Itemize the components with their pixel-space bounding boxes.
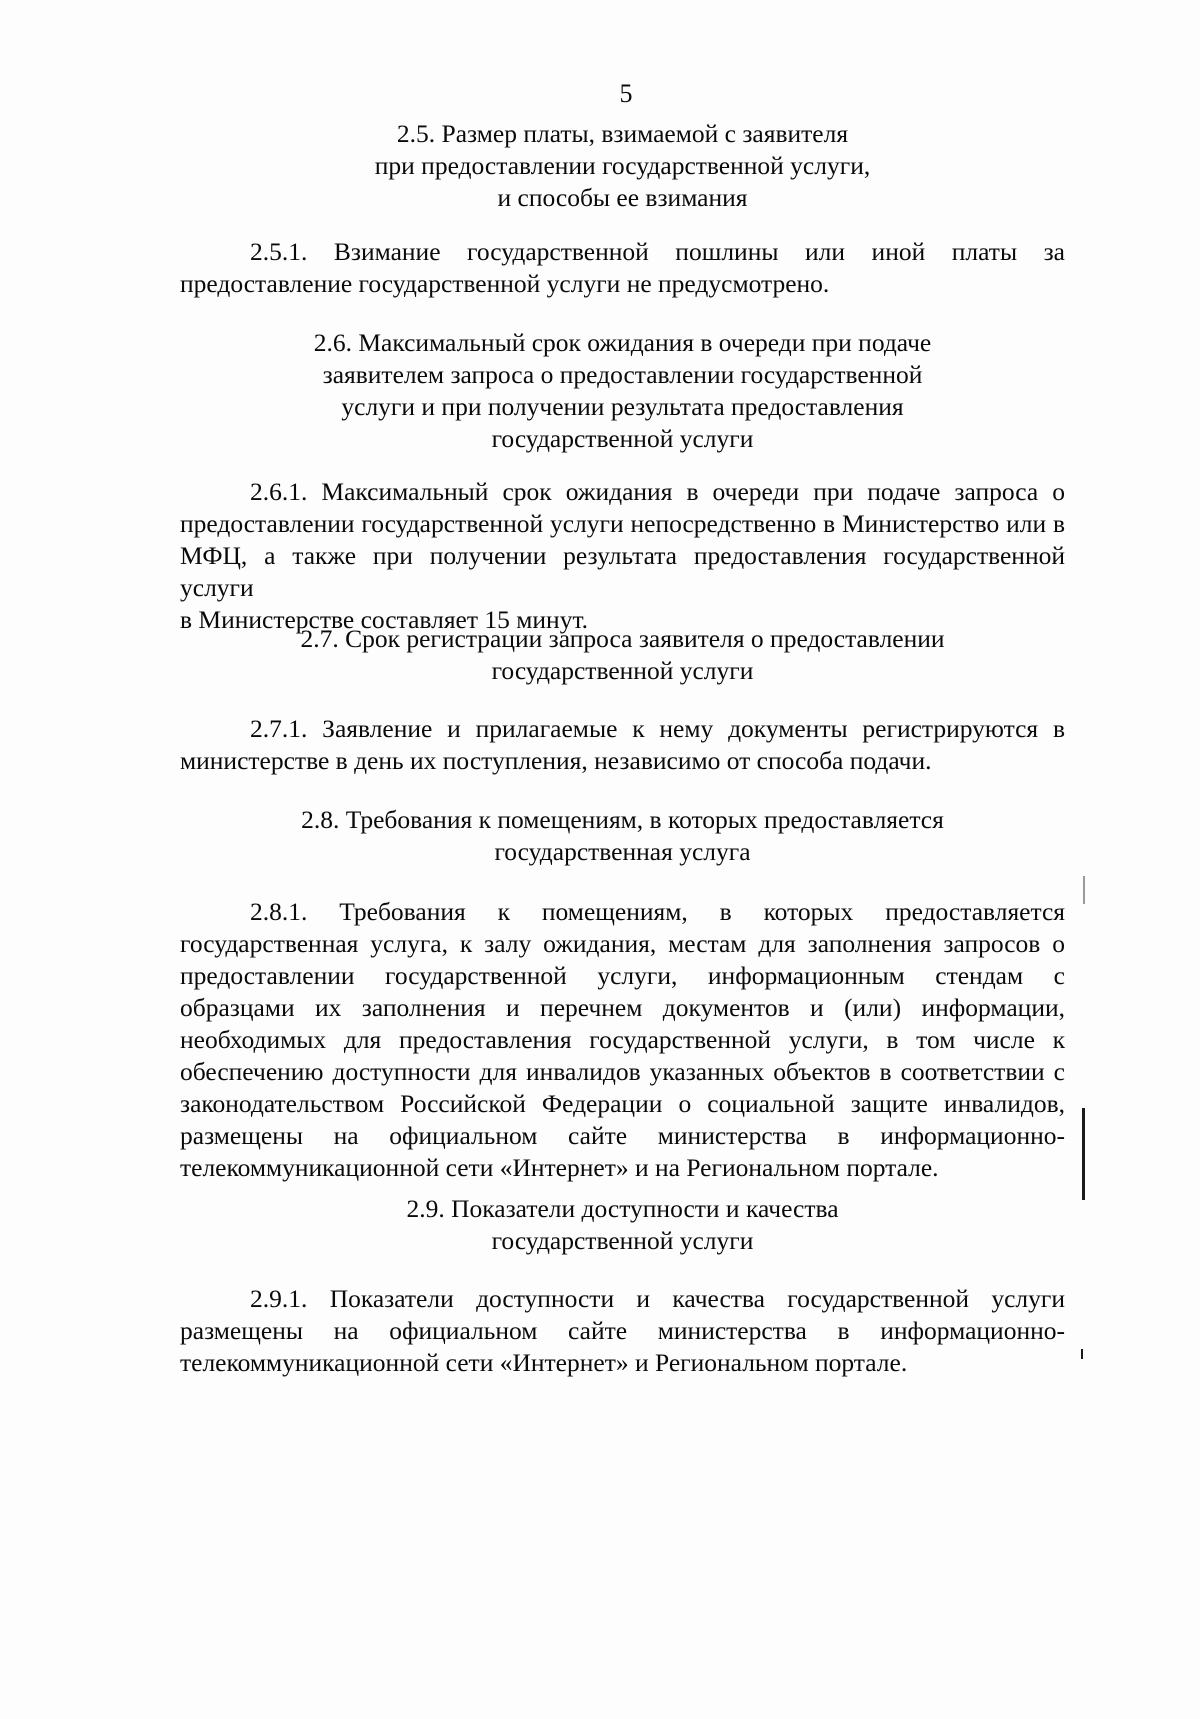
- paragraph-line: 2.5.1. Взимание государственной пошлины или иной платы за: [250, 237, 1065, 266]
- paragraph-line: образцами их заполнения и перечнем документов и (или) информации,: [180, 993, 1065, 1022]
- paragraph-2-5-1: [180, 236, 1065, 300]
- paragraph-2-9-1: [180, 1283, 1065, 1379]
- paragraph-line: телекоммуникационной сети «Интернет» и Региональном портале.: [180, 1348, 908, 1377]
- section-heading-2-5: [180, 118, 1065, 214]
- heading-line: государственной услуги: [491, 424, 754, 453]
- section-heading-2-7: [180, 623, 1065, 687]
- section-heading-2-9: [180, 1193, 1065, 1257]
- paragraph-line: 2.6.1. Максимальный срок ожидания в очереди при подаче запроса о: [250, 477, 1065, 506]
- paragraph-line: министерстве в день их поступления, независимо от способа подачи.: [180, 746, 932, 775]
- paragraph-line: государственная услуга, к залу ожидания, местам для заполнения запросов о: [180, 929, 1065, 958]
- heading-line: 2.5. Размер платы, взимаемой с заявителя: [396, 119, 849, 148]
- heading-line: и способы ее взимания: [497, 183, 748, 212]
- heading-line: услуги и при получении результата предоставления: [341, 392, 904, 421]
- paragraph-line: 2.7.1. Заявление и прилагаемые к нему документы регистрируются в: [250, 714, 1065, 743]
- paragraph-line: размещены на официальном сайте министерства в информационно-: [180, 1316, 1065, 1345]
- heading-line: государственной услуги: [491, 1226, 754, 1255]
- paragraph-line: 2.8.1. Требования к помещениям, в которых предоставляется: [250, 897, 1065, 926]
- section-heading-2-8: [180, 804, 1065, 868]
- heading-line: 2.8. Требования к помещениям, в которых предоставляется: [301, 805, 944, 834]
- paragraph-line: телекоммуникационной сети «Интернет» и на Региональном портале.: [180, 1153, 939, 1182]
- paragraph-line: обеспечению доступности для инвалидов указанных объектов в соответствии с: [180, 1057, 1065, 1086]
- heading-line: государственной услуги: [491, 656, 754, 685]
- heading-line: при предоставлении государственной услуги,: [374, 151, 871, 180]
- scan-artifact-line: [1082, 1108, 1085, 1200]
- scan-artifact-mark: [1083, 876, 1085, 904]
- paragraph-line: в Министерстве составляет 15 минут.: [180, 605, 589, 634]
- paragraph-line: МФЦ, а также при получении результата предоставления государственной услуги: [180, 541, 1065, 602]
- paragraph-line: предоставлении государственной услуги непосредственно в Министерство или в: [180, 509, 1065, 538]
- paragraph-line: размещены на официальном сайте министерства в информационно-: [180, 1121, 1065, 1150]
- section-heading-2-6: [180, 327, 1065, 455]
- paragraph-line: законодательством Российской Федерации о социальной защите инвалидов,: [180, 1089, 1065, 1118]
- paragraph-line: 2.9.1. Показатели доступности и качества государственной услуги: [250, 1284, 1065, 1313]
- heading-line: заявителем запроса о предоставлении государственной: [322, 360, 923, 389]
- heading-line: 2.7. Срок регистрации запроса заявителя о предоставлении: [300, 624, 945, 653]
- paragraph-line: предоставление государственной услуги не предусмотрено.: [180, 269, 830, 298]
- paragraph-2-8-1: [180, 896, 1065, 1184]
- paragraph-line: предоставлении государственной услуги, информационным стендам с: [180, 961, 1065, 990]
- paragraph-2-6-1: [180, 476, 1065, 636]
- heading-line: 2.9. Показатели доступности и качества: [406, 1194, 839, 1223]
- scan-artifact-dot: [1081, 1349, 1083, 1359]
- paragraph-2-7-1: [180, 713, 1065, 777]
- heading-line: 2.6. Максимальный срок ожидания в очереди при подаче: [313, 328, 932, 357]
- heading-line: государственная услуга: [494, 837, 751, 866]
- page-number: 5: [619, 79, 633, 108]
- paragraph-line: необходимых для предоставления государственной услуги, в том числе к: [180, 1025, 1065, 1054]
